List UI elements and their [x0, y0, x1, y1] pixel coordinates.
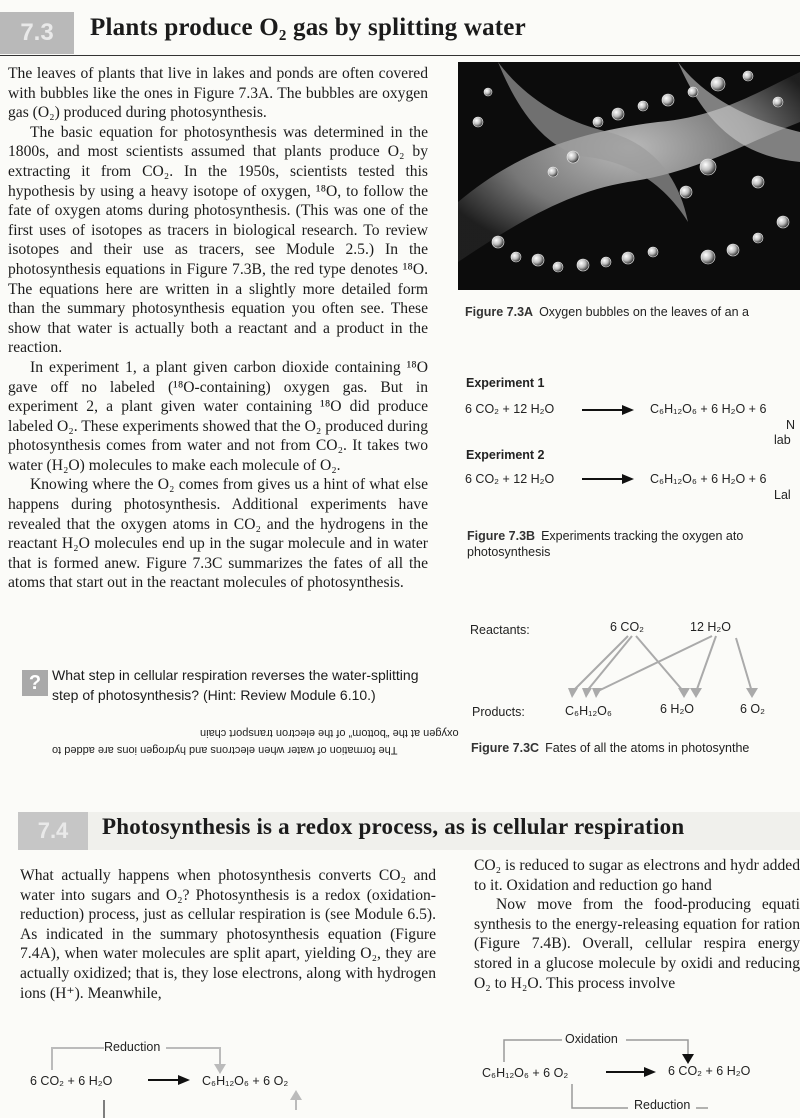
note-fragment: Lal: [774, 488, 791, 502]
section-number-badge: 7.4: [18, 812, 88, 850]
note-fragment: lab: [774, 433, 791, 447]
experiment-2-title: Experiment 2: [466, 448, 545, 462]
figure-label: Figure 7.3B: [467, 529, 536, 543]
photo-oxygen-bubbles: [458, 62, 800, 290]
figure-label: Figure 7.3C: [471, 741, 540, 755]
reduction-label: Reduction: [634, 1098, 691, 1112]
paragraph: What actually happens when photosynthesis converts CO₂ and water into sugars and O₂? Photosynthesis is a redox (oxidation-reduction) process, just as cellular respiration is (see Module 6.5). As indicated in the summary photosynthesis equation (Figure 7.4A), when water molecules are split apart, yielding O₂, they are actually oxidized; that is, they lose electrons, along with hydrogen ions (H⁺). Meanwhile,: [20, 867, 436, 1002]
paragraph: CO₂ is reduced to sugar as electrons and hydr added to it. Oxidation and reduction go hand: [474, 857, 800, 894]
paragraph: The basic equation for photosynthesis was determined in the 1800s, and most scientists assumed that plants produce O₂ by extracting it from CO₂. In the 1950s, scientists tested this hypothesis by using a heavy isotope of oxygen, ¹⁸O, to follow the fate of oxygen atoms during photosynthesis. (This was one of the first uses of isotopes as tracers in biological research. To review isotopes and their use as tracers, see Module 2.5.) In the photosynthesis equations in Figure 7.3B, the red type denotes ¹⁸O. The equations here are written in a slightly more detailed form than the summary photosynthesis equation you often see. These show that water is actually both a reactant and a product in the reaction.: [8, 123, 428, 357]
reactant-co2: 6 CO₂: [610, 620, 645, 634]
figure-label: Figure 7.3A: [465, 305, 534, 319]
equation-left: 6 CO₂ + 12 H₂O: [465, 402, 555, 416]
reactants-label: Reactants:: [470, 623, 530, 637]
section-body-text: [8, 64, 428, 593]
bubble-illustration: [458, 62, 800, 290]
note-fragment: N: [786, 418, 796, 432]
equation-right: C₆H₁₂O₆ + 6 O₂: [202, 1074, 289, 1088]
reduction-label: Reduction: [104, 1040, 161, 1054]
figure-caption: [471, 740, 749, 756]
product-h2o: 6 H₂O: [660, 702, 695, 716]
caption-text: Oxygen bubbles on the leaves of an a: [539, 305, 749, 319]
experiment-1-title: Experiment 1: [466, 376, 545, 390]
paragraph: In experiment 1, a plant given carbon dioxide containing ¹⁸O gave off no labeled (¹⁸O-containing) oxygen gas. But in experiment 2, a plant given water containing ¹⁸O did produce labeled O₂. These experiments showed that the O₂ produced during photosynthesis comes from water and not from CO₂. It takes two water (H₂O) molecules to make each molecule of O₂.: [8, 358, 428, 474]
section-number-badge: 7.3: [0, 12, 74, 54]
caption-text: Fates of all the atoms in photosynthe: [545, 741, 750, 755]
heading-rule: [0, 55, 800, 56]
figure-caption: [467, 528, 743, 560]
arrow-icon: [606, 1066, 656, 1078]
oxidation-label: Oxidation: [565, 1032, 618, 1046]
caption-text: Experiments tracking the oxygen ato: [541, 529, 744, 543]
inverted-answer-line: oxygen at the “bottom” of the electron transport chain: [200, 727, 459, 739]
review-question: What step in cellular respiration reverses the water-splitting step of photosynthesis? (Hint: Review Module 6.10.): [52, 667, 419, 703]
figure-caption: [465, 304, 749, 320]
products-label: Products:: [472, 705, 525, 719]
equation-right: C₆H₁₂O₆ + 6 H₂O + 6: [650, 472, 767, 486]
section-heading: Plants produce O₂ gas by splitting water: [90, 14, 526, 41]
paragraph: Now move from the food-producing equati synthesis to the energy-releasing equation for ration (Figure 7.4B). Overall, cellular respira energy stored in a glucose molecule by oxidi and reducing O₂ to H₂O. This process involve: [474, 896, 800, 992]
reactant-h2o: 12 H₂O: [690, 620, 731, 634]
arrow-icon: [148, 1074, 190, 1086]
section-body-right: [474, 856, 800, 996]
section-heading: Photosynthesis is a redox process, as is cellular respiration: [102, 814, 685, 839]
up-arrow-icon: [288, 1090, 304, 1110]
equation-right: C₆H₁₂O₆ + 6 H₂O + 6: [650, 402, 767, 416]
inverted-answer-line: The formation of water when electrons and hydrogen ions are added to: [52, 744, 398, 756]
equation-right: 6 CO₂ + 6 H₂O: [668, 1064, 751, 1078]
paragraph: Knowing where the O₂ comes from gives us a hint of what else happens during photosynthesis. Additional experiments have revealed that the oxygen atoms in CO₂ and the hydrogens in the reactant H₂O molecules end up in the sugar molecule and in water that is formed anew. Figure 7.3C summarizes the fates of all the atoms that start out in the reactant molecules of photosynthesis.: [8, 476, 428, 592]
equation-left: 6 CO₂ + 6 H₂O: [30, 1074, 113, 1088]
atom-fate-arrows: [560, 632, 780, 704]
paragraph: The leaves of plants that live in lakes and ponds are often covered with bubbles like the ones in Figure 7.3A. The bubbles are oxygen gas (O₂) produced during photosynthesis.: [8, 65, 428, 122]
equation-left: 6 CO₂ + 12 H₂O: [465, 472, 555, 486]
product-sugar: C₆H₁₂O₆: [565, 704, 612, 718]
caption-text: photosynthesis: [467, 545, 551, 559]
product-o2: 6 O₂: [740, 702, 765, 716]
arrow-icon: [582, 404, 634, 416]
arrow-icon: [582, 473, 634, 485]
question-icon: ?: [22, 670, 48, 696]
equation-left: C₆H₁₂O₆ + 6 O₂: [482, 1066, 569, 1080]
section-body-left: [20, 866, 436, 1003]
